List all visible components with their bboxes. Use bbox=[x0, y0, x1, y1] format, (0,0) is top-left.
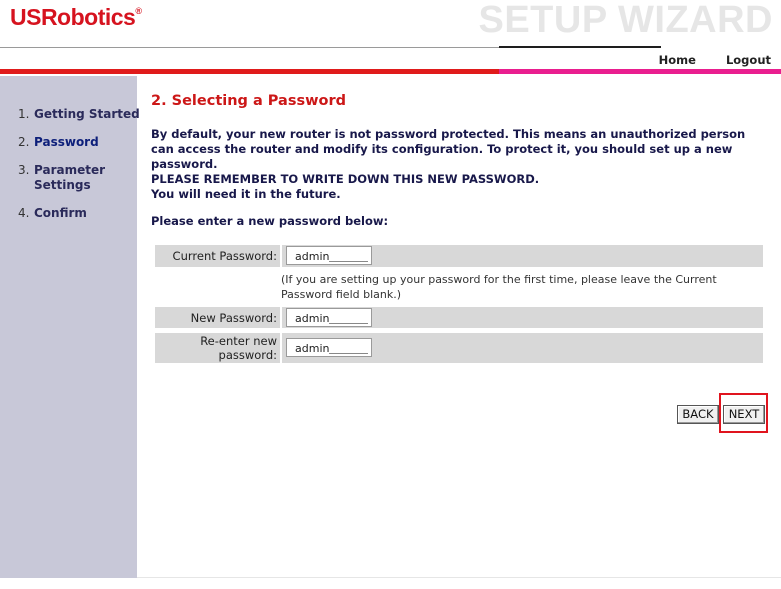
logout-link[interactable]: Logout bbox=[725, 53, 771, 67]
reenter-password-label bbox=[200, 334, 277, 362]
top-nav bbox=[633, 53, 771, 67]
header-divider bbox=[0, 47, 499, 48]
header-divider-accent bbox=[499, 46, 661, 48]
intro-text: By default, your new router is not password protected. This means an unauthorized person can access the router and modify its configuration. To protect it, you should set up a new password. bbox=[151, 127, 746, 171]
current-password-field[interactable]: admin bbox=[286, 246, 372, 265]
wizard-steps-sidebar bbox=[0, 76, 137, 578]
usrobotics-logo: USRobotics® bbox=[10, 4, 142, 30]
reenter-password-row bbox=[155, 333, 763, 363]
home-link[interactable]: Home bbox=[658, 53, 696, 67]
sidebar-item-getting-started[interactable]: 1. Getting Started bbox=[18, 107, 140, 121]
row-separator bbox=[280, 307, 282, 328]
header-bar-red bbox=[0, 69, 499, 74]
current-password-label: Current Password: bbox=[172, 249, 277, 263]
reenter-label-line-1: Re-enter new bbox=[200, 334, 277, 348]
reenter-label-line-2: password: bbox=[218, 348, 277, 362]
setup-wizard-title: SETUP WIZARD bbox=[478, 0, 773, 41]
next-button[interactable]: NEXT bbox=[723, 405, 765, 424]
sidebar-item-parameter-settings[interactable]: 3. Parameter Settings bbox=[18, 163, 106, 192]
row-separator bbox=[280, 245, 282, 267]
next-button-highlight bbox=[719, 393, 768, 433]
reenter-password-field[interactable]: admin bbox=[286, 338, 372, 357]
footer-divider bbox=[137, 577, 781, 578]
reminder-text: PLEASE REMEMBER TO WRITE DOWN THIS NEW PASSWORD. bbox=[151, 172, 540, 186]
password-prompt: Please enter a new password below: bbox=[151, 214, 389, 228]
current-password-row bbox=[155, 245, 763, 267]
sidebar-item-confirm[interactable]: 4. Confirm bbox=[18, 206, 87, 220]
back-button[interactable]: BACK bbox=[677, 405, 719, 424]
header-bar-pink bbox=[499, 69, 781, 74]
row-separator bbox=[280, 333, 282, 363]
new-password-field[interactable]: admin bbox=[286, 308, 372, 327]
new-password-label: New Password: bbox=[190, 311, 277, 325]
reminder-subtext: You will need it in the future. bbox=[151, 187, 341, 201]
current-password-note: (If you are setting up your password for the first time, please leave the Current Password field blank.) bbox=[281, 273, 717, 301]
page-title: 2. Selecting a Password bbox=[151, 93, 346, 109]
sidebar-item-password[interactable]: 2. Password bbox=[18, 135, 99, 149]
new-password-row bbox=[155, 307, 763, 328]
